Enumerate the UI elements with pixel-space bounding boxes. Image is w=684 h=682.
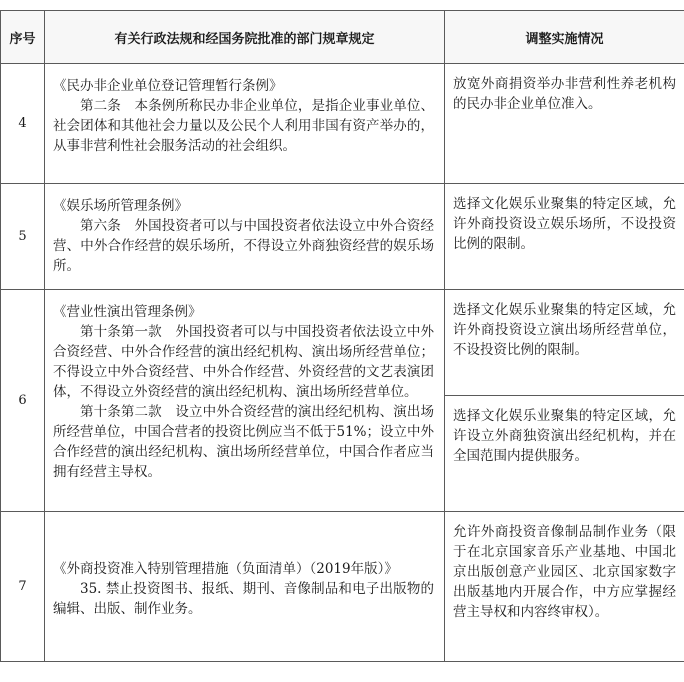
- header-regulation: 有关行政法规和经国务院批准的部门规章规定: [45, 11, 445, 64]
- regulation-article: 第十条第二款 设立中外合资经营的演出经纪机构、演出场所经营单位，中国合营者的投资比例应当不低于51%；设立中外合作经营的演出经纪机构、演出场所经营单位，中国合作者应当拥有经营主导权。: [53, 404, 435, 480]
- regulation-table-wrapper: [0, 10, 684, 662]
- regulation-cell: [45, 64, 445, 184]
- regulation-title: 《营业性演出管理条例》: [53, 304, 202, 320]
- row-number: 6: [1, 290, 45, 512]
- header-adjustment: 调整实施情况: [445, 11, 684, 64]
- adjustment-cell: 放宽外商捐资举办非营利性养老机构的民办非企业单位准入。: [445, 64, 684, 184]
- adjustment-cell: 选择文化娱乐业聚集的特定区域，允许设立外商独资演出经纪机构，并在全国范围内提供服务。: [445, 396, 684, 512]
- regulation-title: 《娱乐场所管理条例》: [53, 198, 188, 214]
- regulation-article: 第二条 本条例所称民办非企业单位，是指企业事业单位、社会团体和其他社会力量以及公民个人利用非国有资产举办的，从事非营利性社会服务活动的社会组织。: [53, 98, 434, 154]
- regulation-title: 《外商投资准入特别管理措施（负面清单）（2019年版）》: [53, 560, 398, 577]
- adjustment-cell: 选择文化娱乐业聚集的特定区域，允许外商投资设立娱乐场所，不设投资比例的限制。: [445, 184, 684, 290]
- row-number: 4: [1, 64, 45, 184]
- regulation-table: [0, 10, 684, 662]
- row-number: 5: [1, 184, 45, 290]
- table-row: [1, 512, 684, 662]
- regulation-cell: [45, 290, 445, 512]
- table-header-row: [1, 11, 684, 64]
- row-number: 7: [1, 512, 45, 662]
- regulation-title: 《民办非企业单位登记管理暂行条例》: [53, 78, 283, 94]
- table-row: [1, 184, 684, 290]
- regulation-article: 第六条 外国投资者可以与中国投资者依法设立中外合资经营、中外合作经营的娱乐场所，不得设立外商独资经营的娱乐场所。: [53, 218, 434, 274]
- header-no: 序号: [1, 11, 45, 64]
- regulation-article: 35. 禁止投资图书、报纸、期刊、音像制品和电子出版物的编辑、出版、制作业务。: [53, 580, 434, 617]
- regulation-cell: [45, 512, 445, 662]
- table-row: [1, 290, 684, 396]
- adjustment-cell: 允许外商投资音像制品制作业务（限于在北京国家音乐产业基地、中国北京出版创意产业园区、北京国家数字出版基地内开展合作，中方应掌握经营主导权和内容终审权）。: [445, 512, 684, 662]
- regulation-article: 第十条第一款 外国投资者可以与中国投资者依法设立中外合资经营、中外合作经营的演出经纪机构、演出场所经营单位；不得设立中外合资经营、中外合作经营、外资经营的文艺表演团体，不得设立外资经营的演出经纪机构、演出场所经营单位。: [53, 324, 434, 400]
- table-row: [1, 64, 684, 184]
- adjustment-cell: 选择文化娱乐业聚集的特定区域，允许外商投资设立演出场所经营单位，不设投资比例的限制。: [445, 290, 684, 396]
- regulation-cell: [45, 184, 445, 290]
